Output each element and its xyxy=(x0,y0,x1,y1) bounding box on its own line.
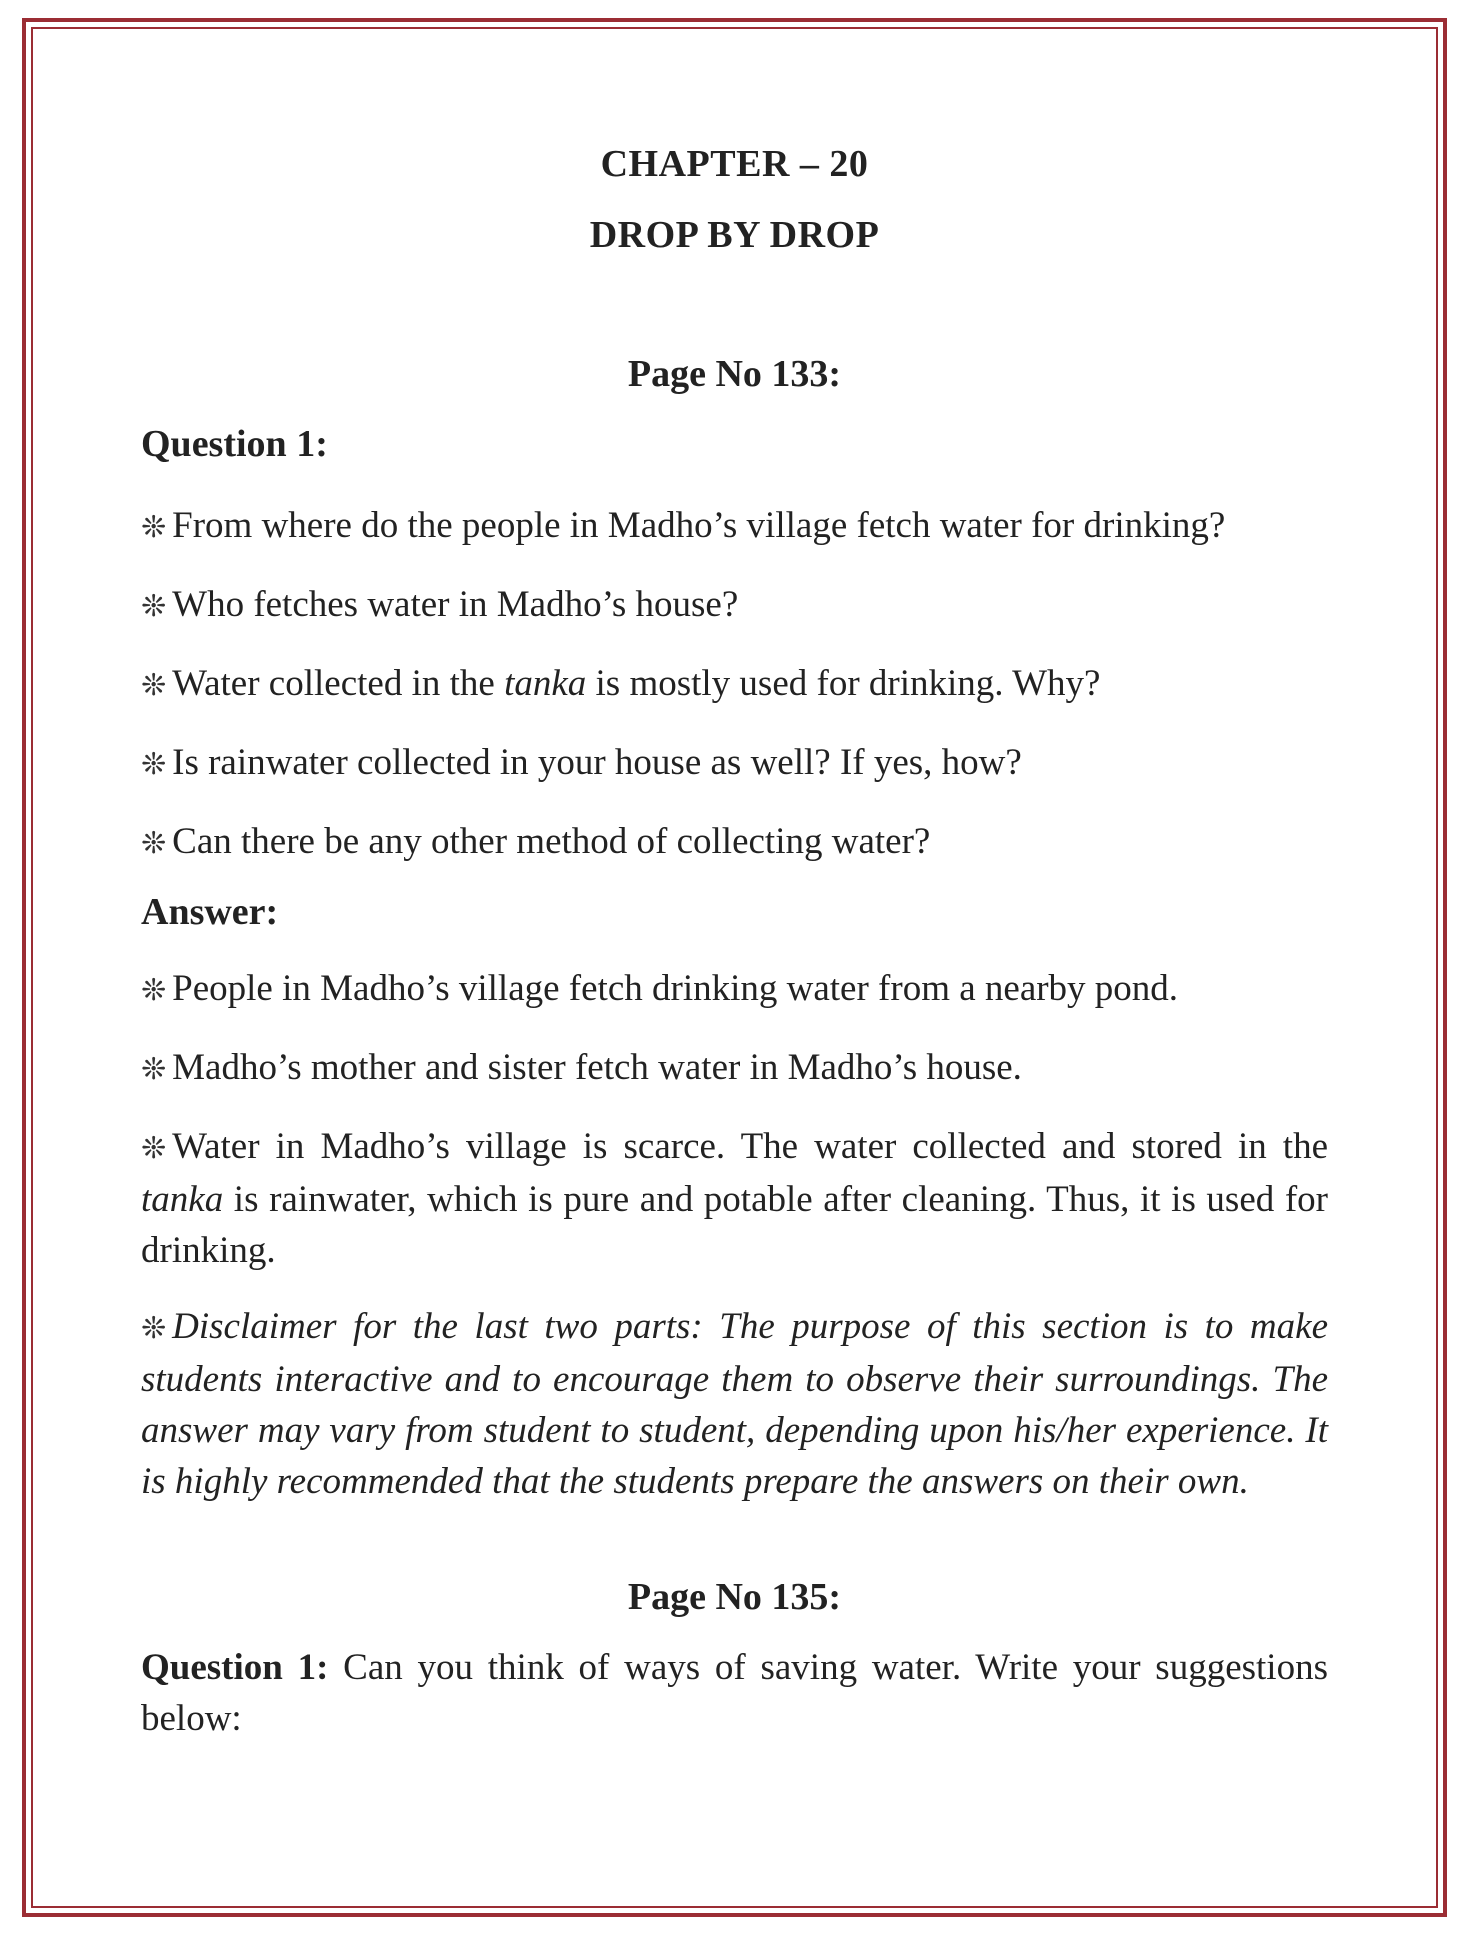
answer-item: ❊ Madho’s mother and sister fetch water in Madho’s house. xyxy=(141,1047,1022,1088)
bullet-icon: ❊ xyxy=(141,973,167,1008)
disclaimer-note: ❊ Disclaimer for the last two parts: The purpose of this section is to make students interactive and to encourage them to observe their surroundings. The answer may vary from student to student, depending upon his/her experience. It is highly recommended that the students prepare the answers on their own. xyxy=(141,1306,1328,1502)
tanka-term: tanka xyxy=(141,1179,224,1220)
bullet-icon: ❊ xyxy=(141,668,167,703)
question-label: Question 1: xyxy=(141,423,328,465)
question-item: ❊ Is rainwater collected in your house as well? If yes, how? xyxy=(141,742,1022,783)
question-label: Question 1: xyxy=(141,1647,329,1688)
chapter-subtitle: DROP BY DROP xyxy=(589,214,880,256)
bullet-icon: ❊ xyxy=(141,510,167,545)
answer-item: ❊ Water in Madho’s village is scarce. The water collected and stored in the tanka is rainwater, which is pure and potable after cleaning. Thus, it is used for drinking. xyxy=(141,1126,1328,1271)
bullet-icon: ❊ xyxy=(141,826,167,861)
question-item: ❊ Who fetches water in Madho’s house? xyxy=(141,584,739,625)
bullet-icon: ❊ xyxy=(141,1052,167,1087)
page-number-133: Page No 133: xyxy=(627,353,842,395)
question-item: ❊ Can there be any other method of collecting water? xyxy=(141,821,931,862)
answer-item: ❊ People in Madho’s village fetch drinking water from a nearby pond. xyxy=(141,968,1179,1009)
bullet-icon: ❊ xyxy=(141,589,167,624)
question-item: Question 1: Can you think of ways of saving water. Write your suggestions below: xyxy=(141,1647,1328,1739)
bullet-icon: ❊ xyxy=(141,1131,167,1166)
bullet-icon: ❊ xyxy=(141,1311,167,1346)
tanka-term: tanka xyxy=(504,663,587,704)
question-item: ❊ From where do the people in Madho’s village fetch water for drinking? xyxy=(141,505,1226,546)
bullet-icon: ❊ xyxy=(141,747,167,782)
answer-label: Answer: xyxy=(141,891,279,933)
question-item: ❊ Water collected in the tanka is mostly used for drinking. Why? xyxy=(141,663,1101,704)
page-number-135: Page No 135: xyxy=(627,1576,842,1618)
chapter-title: CHAPTER – 20 xyxy=(600,143,869,185)
